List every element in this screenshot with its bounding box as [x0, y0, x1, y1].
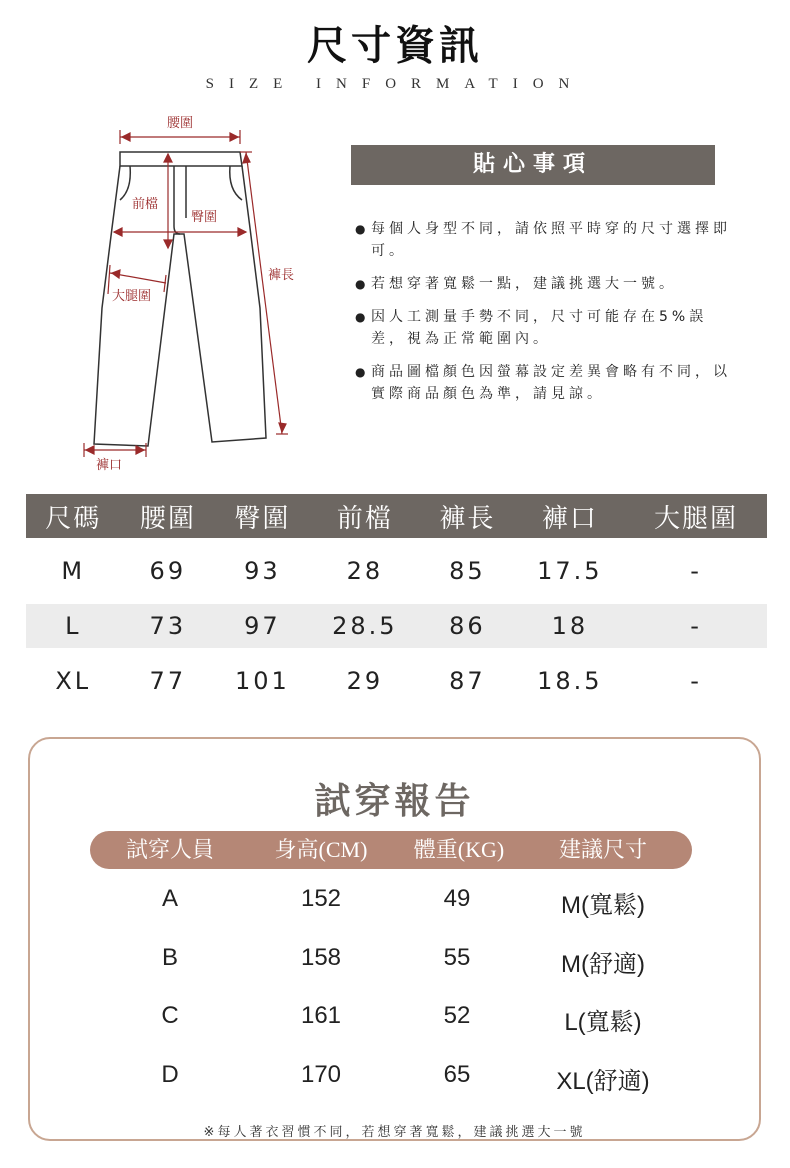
header-hem: 褲口	[515, 494, 625, 538]
table-row: L 73 97 28.5 86 18 -	[26, 604, 767, 648]
notes-title: 貼心事項	[351, 145, 715, 185]
report-header	[90, 831, 692, 869]
size-table	[26, 494, 767, 703]
report-header-weight: 體重(KG)	[413, 837, 505, 862]
table-row: M 69 93 28 85 17.5 -	[61, 557, 702, 585]
report-note: ※每人著衣習慣不同，若想穿著寬鬆，建議挑選大一號	[203, 1125, 586, 1140]
bullet-icon: ●	[355, 365, 370, 379]
table-row: XL 77 101 29 87 18.5 -	[55, 667, 702, 695]
pants-outline	[70, 108, 330, 478]
pants-diagram	[70, 108, 330, 478]
header-waist: 腰圍	[121, 494, 216, 538]
report-header-size: 建議尺寸	[558, 837, 648, 862]
page-subtitle: SIZE INFORMATION	[205, 76, 585, 92]
header-hip: 臀圍	[215, 494, 310, 538]
page-title: 尺寸資訊	[307, 22, 483, 69]
report-title: 試穿報告	[314, 780, 475, 822]
bullet-icon: ●	[355, 277, 370, 291]
label-thigh: 大腿圍	[112, 289, 152, 304]
label-length: 褲長	[268, 268, 295, 283]
note-item: ● 因人工測量手勢不同，尺寸可能存在5%誤差，視為正常範圍內。	[355, 306, 735, 350]
header-size: 尺碼	[26, 494, 121, 538]
label-hip: 臀圍	[191, 210, 218, 225]
bullet-icon: ●	[355, 310, 370, 324]
report-header-height: 身高(CM)	[274, 837, 368, 862]
notes-list	[355, 218, 735, 416]
label-front-rise: 前檔	[132, 197, 159, 212]
note-item: ● 若想穿著寬鬆一點，建議挑選大一號。	[355, 273, 735, 295]
label-hem: 褲口	[96, 458, 123, 473]
report-header-person: 試穿人員	[125, 837, 215, 862]
fitting-report: 試穿報告 試穿人員 身高(CM) 體重(KG) 建議尺寸 A 152 49 M(寬鬆) B 158 55 M(舒適) C 161 52 L(寬鬆) D 170 65 XL(舒適) ※每人著衣習慣不同，若想穿著寬鬆，建議挑選大一號	[28, 737, 761, 1141]
header-thigh: 大腿圍	[625, 494, 767, 538]
note-item: ● 商品圖檔顏色因螢幕設定差異會略有不同，以實際商品顏色為準，請見諒。	[355, 361, 735, 405]
header-front-rise: 前檔	[310, 494, 420, 538]
note-item: ● 每個人身型不同，請依照平時穿的尺寸選擇即可。	[355, 218, 735, 262]
bullet-icon: ●	[355, 222, 370, 236]
label-waist: 腰圍	[166, 116, 194, 131]
header-length: 褲長	[420, 494, 515, 538]
size-table-header	[26, 494, 767, 538]
